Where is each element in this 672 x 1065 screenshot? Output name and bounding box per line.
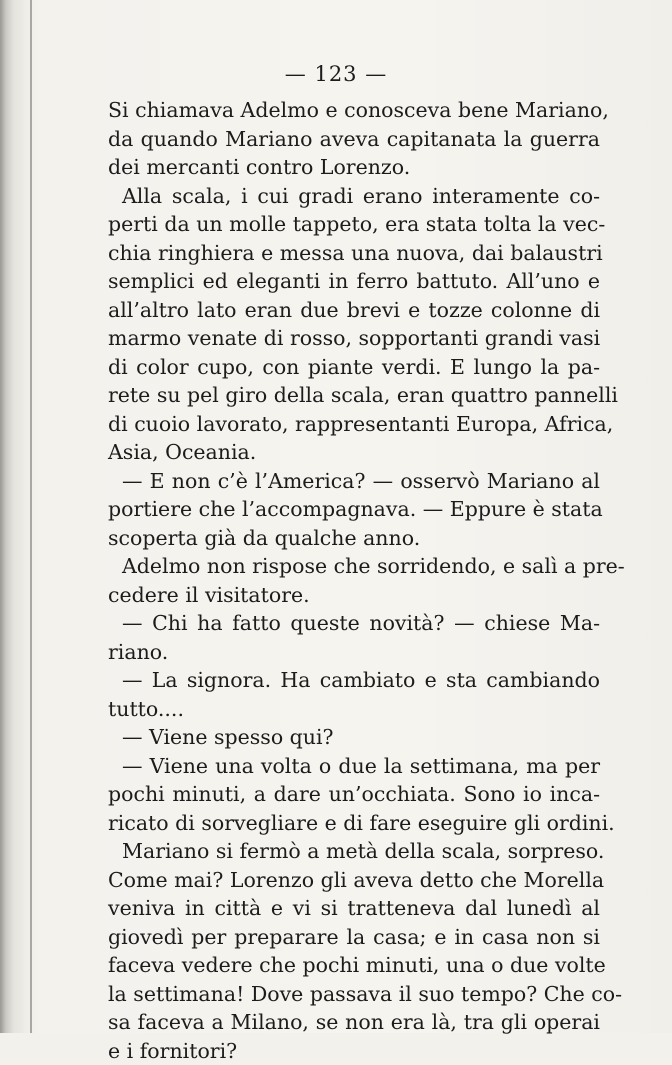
text-line: chia ringhiera e messa una nuova, dai balaustri <box>108 239 600 268</box>
text-line: — La signora. Ha cambiato e sta cambiando <box>108 666 600 695</box>
text-line: tutto.... <box>108 695 600 724</box>
body-text <box>108 96 600 1065</box>
text-line: perti da un molle tappeto, era stata tolta la vec- <box>108 210 600 239</box>
text-line: di cuoio lavorato, rappresentanti Europa, Africa, <box>108 410 600 439</box>
text-line: — E non c’è l’America? — osservò Mariano al <box>108 467 600 496</box>
text-line: e i fornitori? <box>108 1037 600 1065</box>
text-line: dei mercanti contro Lorenzo. <box>108 153 600 182</box>
text-line: ricato di sorvegliare e di fare eseguire gli ordini. <box>108 809 600 838</box>
page-binding-line <box>30 0 32 1033</box>
text-line: — Viene una volta o due la settimana, ma per <box>108 752 600 781</box>
text-line: — Chi ha fatto queste novità? — chiese Ma- <box>108 609 600 638</box>
text-line: faceva vedere che pochi minuti, una o due volte <box>108 951 600 980</box>
text-line: rete su pel giro della scala, eran quattro pannelli <box>108 381 600 410</box>
text-line: la settimana! Dove passava il suo tempo? Che co- <box>108 980 600 1009</box>
text-line: veniva in città e vi si tratteneva dal lunedì al <box>108 894 600 923</box>
page-number: — 123 — <box>0 62 672 86</box>
text-line: portiere che l’accompagnava. — Eppure è stata <box>108 495 600 524</box>
text-line: da quando Mariano aveva capitanata la guerra <box>108 125 600 154</box>
page-binding-shadow <box>0 0 26 1033</box>
text-line: Come mai? Lorenzo gli aveva detto che Morella <box>108 866 600 895</box>
text-line: sa faceva a Milano, se non era là, tra gli operai <box>108 1008 600 1037</box>
text-line: Si chiamava Adelmo e conosceva bene Mariano, <box>108 96 600 125</box>
text-line: — Viene spesso qui? <box>108 723 600 752</box>
text-line: Mariano si fermò a metà della scala, sorpreso. <box>108 837 600 866</box>
text-line: all’altro lato eran due brevi e tozze colonne di <box>108 296 600 325</box>
text-line: Adelmo non rispose che sorridendo, e salì a pre- <box>108 552 600 581</box>
text-line: pochi minuti, a dare un’occhiata. Sono io inca- <box>108 780 600 809</box>
text-line: marmo venate di rosso, sopportanti grandi vasi <box>108 324 600 353</box>
text-line: cedere il visitatore. <box>108 581 600 610</box>
text-line: giovedì per preparare la casa; e in casa non si <box>108 923 600 952</box>
text-line: Asia, Oceania. <box>108 438 600 467</box>
text-line: semplici ed eleganti in ferro battuto. All’uno e <box>108 267 600 296</box>
text-line: riano. <box>108 638 600 667</box>
text-line: Alla scala, i cui gradi erano interamente co- <box>108 182 600 211</box>
text-line: scoperta già da qualche anno. <box>108 524 600 553</box>
text-line: di color cupo, con piante verdi. E lungo la pa- <box>108 353 600 382</box>
